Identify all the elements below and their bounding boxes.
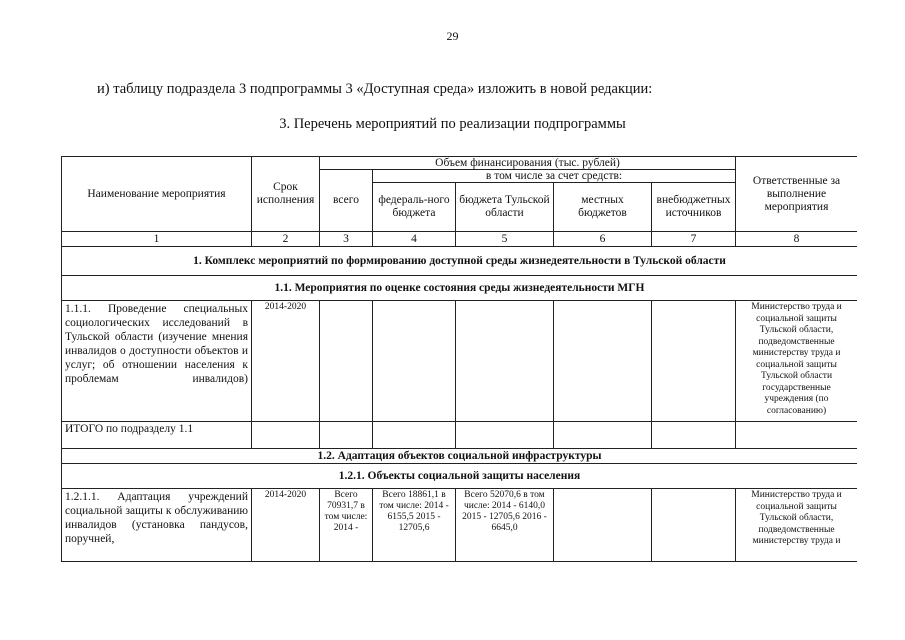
header-term: Срок исполнения bbox=[252, 157, 320, 232]
header-name: Наименование мероприятия bbox=[62, 157, 252, 232]
row-1-1-1-responsible: Министерство труда и социальной защиты Тульской области, подведомственные министерству труда и социальной защиты Тульской области государственные учреждения (по согласованию) bbox=[736, 301, 857, 422]
header-regional: бюджета Тульской области bbox=[456, 183, 554, 232]
section-1-1-title: 1.1. Мероприятия по оценке состояния среды жизнедеятельности МГН bbox=[62, 276, 858, 301]
section-row bbox=[62, 464, 858, 489]
section-row bbox=[62, 276, 858, 301]
column-number: 2 bbox=[252, 232, 320, 247]
table-row bbox=[62, 489, 858, 562]
row-1-1-1-term: 2014-2020 bbox=[252, 301, 320, 422]
header-total: всего bbox=[320, 170, 373, 232]
header-offbudget: внебюджетных источников bbox=[652, 183, 736, 232]
column-number: 5 bbox=[456, 232, 554, 247]
total-cell bbox=[736, 422, 857, 449]
row-1-1-1-regional bbox=[456, 301, 554, 422]
total-cell bbox=[320, 422, 373, 449]
row-1-2-1-1-local bbox=[554, 489, 652, 562]
section-1-2-1-title: 1.2.1. Объекты социальной защиты населения bbox=[62, 464, 858, 489]
column-number: 8 bbox=[736, 232, 857, 247]
header-responsible: Ответственные за выполнение мероприятия bbox=[736, 157, 857, 232]
intro-text: и) таблицу подраздела 3 подпрограммы 3 «Доступная среда» изложить в новой редакции: bbox=[97, 81, 653, 97]
page-number: 29 bbox=[446, 29, 459, 43]
column-number: 7 bbox=[652, 232, 736, 247]
measures-table-wrapper bbox=[61, 156, 857, 640]
total-cell bbox=[456, 422, 554, 449]
measures-table bbox=[61, 156, 857, 562]
total-cell bbox=[373, 422, 456, 449]
section-1-2-title: 1.2. Адаптация объектов социальной инфраструктуры bbox=[62, 449, 858, 464]
section-row bbox=[62, 449, 858, 464]
row-1-2-1-1-term: 2014-2020 bbox=[252, 489, 320, 562]
table-row bbox=[62, 422, 858, 449]
column-number: 3 bbox=[320, 232, 373, 247]
header-financing: Объем финансирования (тыс. рублей) bbox=[320, 157, 736, 170]
row-1-1-1-offbudget bbox=[652, 301, 736, 422]
row-1-2-1-1-responsible: Министерство труда и социальной защиты Тульской области, подведомственные министерству труда и bbox=[736, 489, 857, 562]
table-title: 3. Перечень мероприятий по реализации подпрограммы bbox=[279, 116, 626, 132]
row-1-1-1-local bbox=[554, 301, 652, 422]
section-row bbox=[62, 247, 858, 276]
row-1-2-1-1-offbudget bbox=[652, 489, 736, 562]
row-1-1-1-federal bbox=[373, 301, 456, 422]
section-1-title: 1. Комплекс мероприятий по формированию доступной среды жизнедеятельности в Тульской области bbox=[62, 247, 858, 276]
table-row bbox=[62, 301, 858, 422]
column-number: 1 bbox=[62, 232, 252, 247]
column-number: 6 bbox=[554, 232, 652, 247]
total-cell bbox=[554, 422, 652, 449]
row-1-2-1-1-regional: Всего 52070,6 в том числе: 2014 - 6140,0 2015 - 12705,6 2016 - 6645,0 bbox=[456, 489, 554, 562]
total-cell bbox=[652, 422, 736, 449]
header-local: местных бюджетов bbox=[554, 183, 652, 232]
row-1-1-1-name: 1.1.1. Проведение специальных социологических исследований в Тульской области (изучение мнения инвалидов о доступности объектов и услуг; об отношении населения к проблемам инвалидов) bbox=[62, 301, 252, 422]
total-cell bbox=[252, 422, 320, 449]
column-number-row bbox=[62, 232, 858, 247]
row-1-2-1-1-federal: Всего 18861,1 в том числе: 2014 - 6155,5 2015 - 12705,6 bbox=[373, 489, 456, 562]
header-row-1 bbox=[62, 157, 858, 170]
row-1-1-1-total bbox=[320, 301, 373, 422]
header-federal: федераль-ного бюджета bbox=[373, 183, 456, 232]
row-1-2-1-1-total: Всего 70931,7 в том числе: 2014 - bbox=[320, 489, 373, 562]
column-number: 4 bbox=[373, 232, 456, 247]
row-1-2-1-1-name: 1.2.1.1. Адаптация учреждений социальной защиты к обслуживанию инвалидов (установка пандусов, поручней, bbox=[62, 489, 252, 562]
total-1-1-label: ИТОГО по подразделу 1.1 bbox=[62, 422, 252, 449]
header-including: в том числе за счет средств: bbox=[373, 170, 736, 183]
